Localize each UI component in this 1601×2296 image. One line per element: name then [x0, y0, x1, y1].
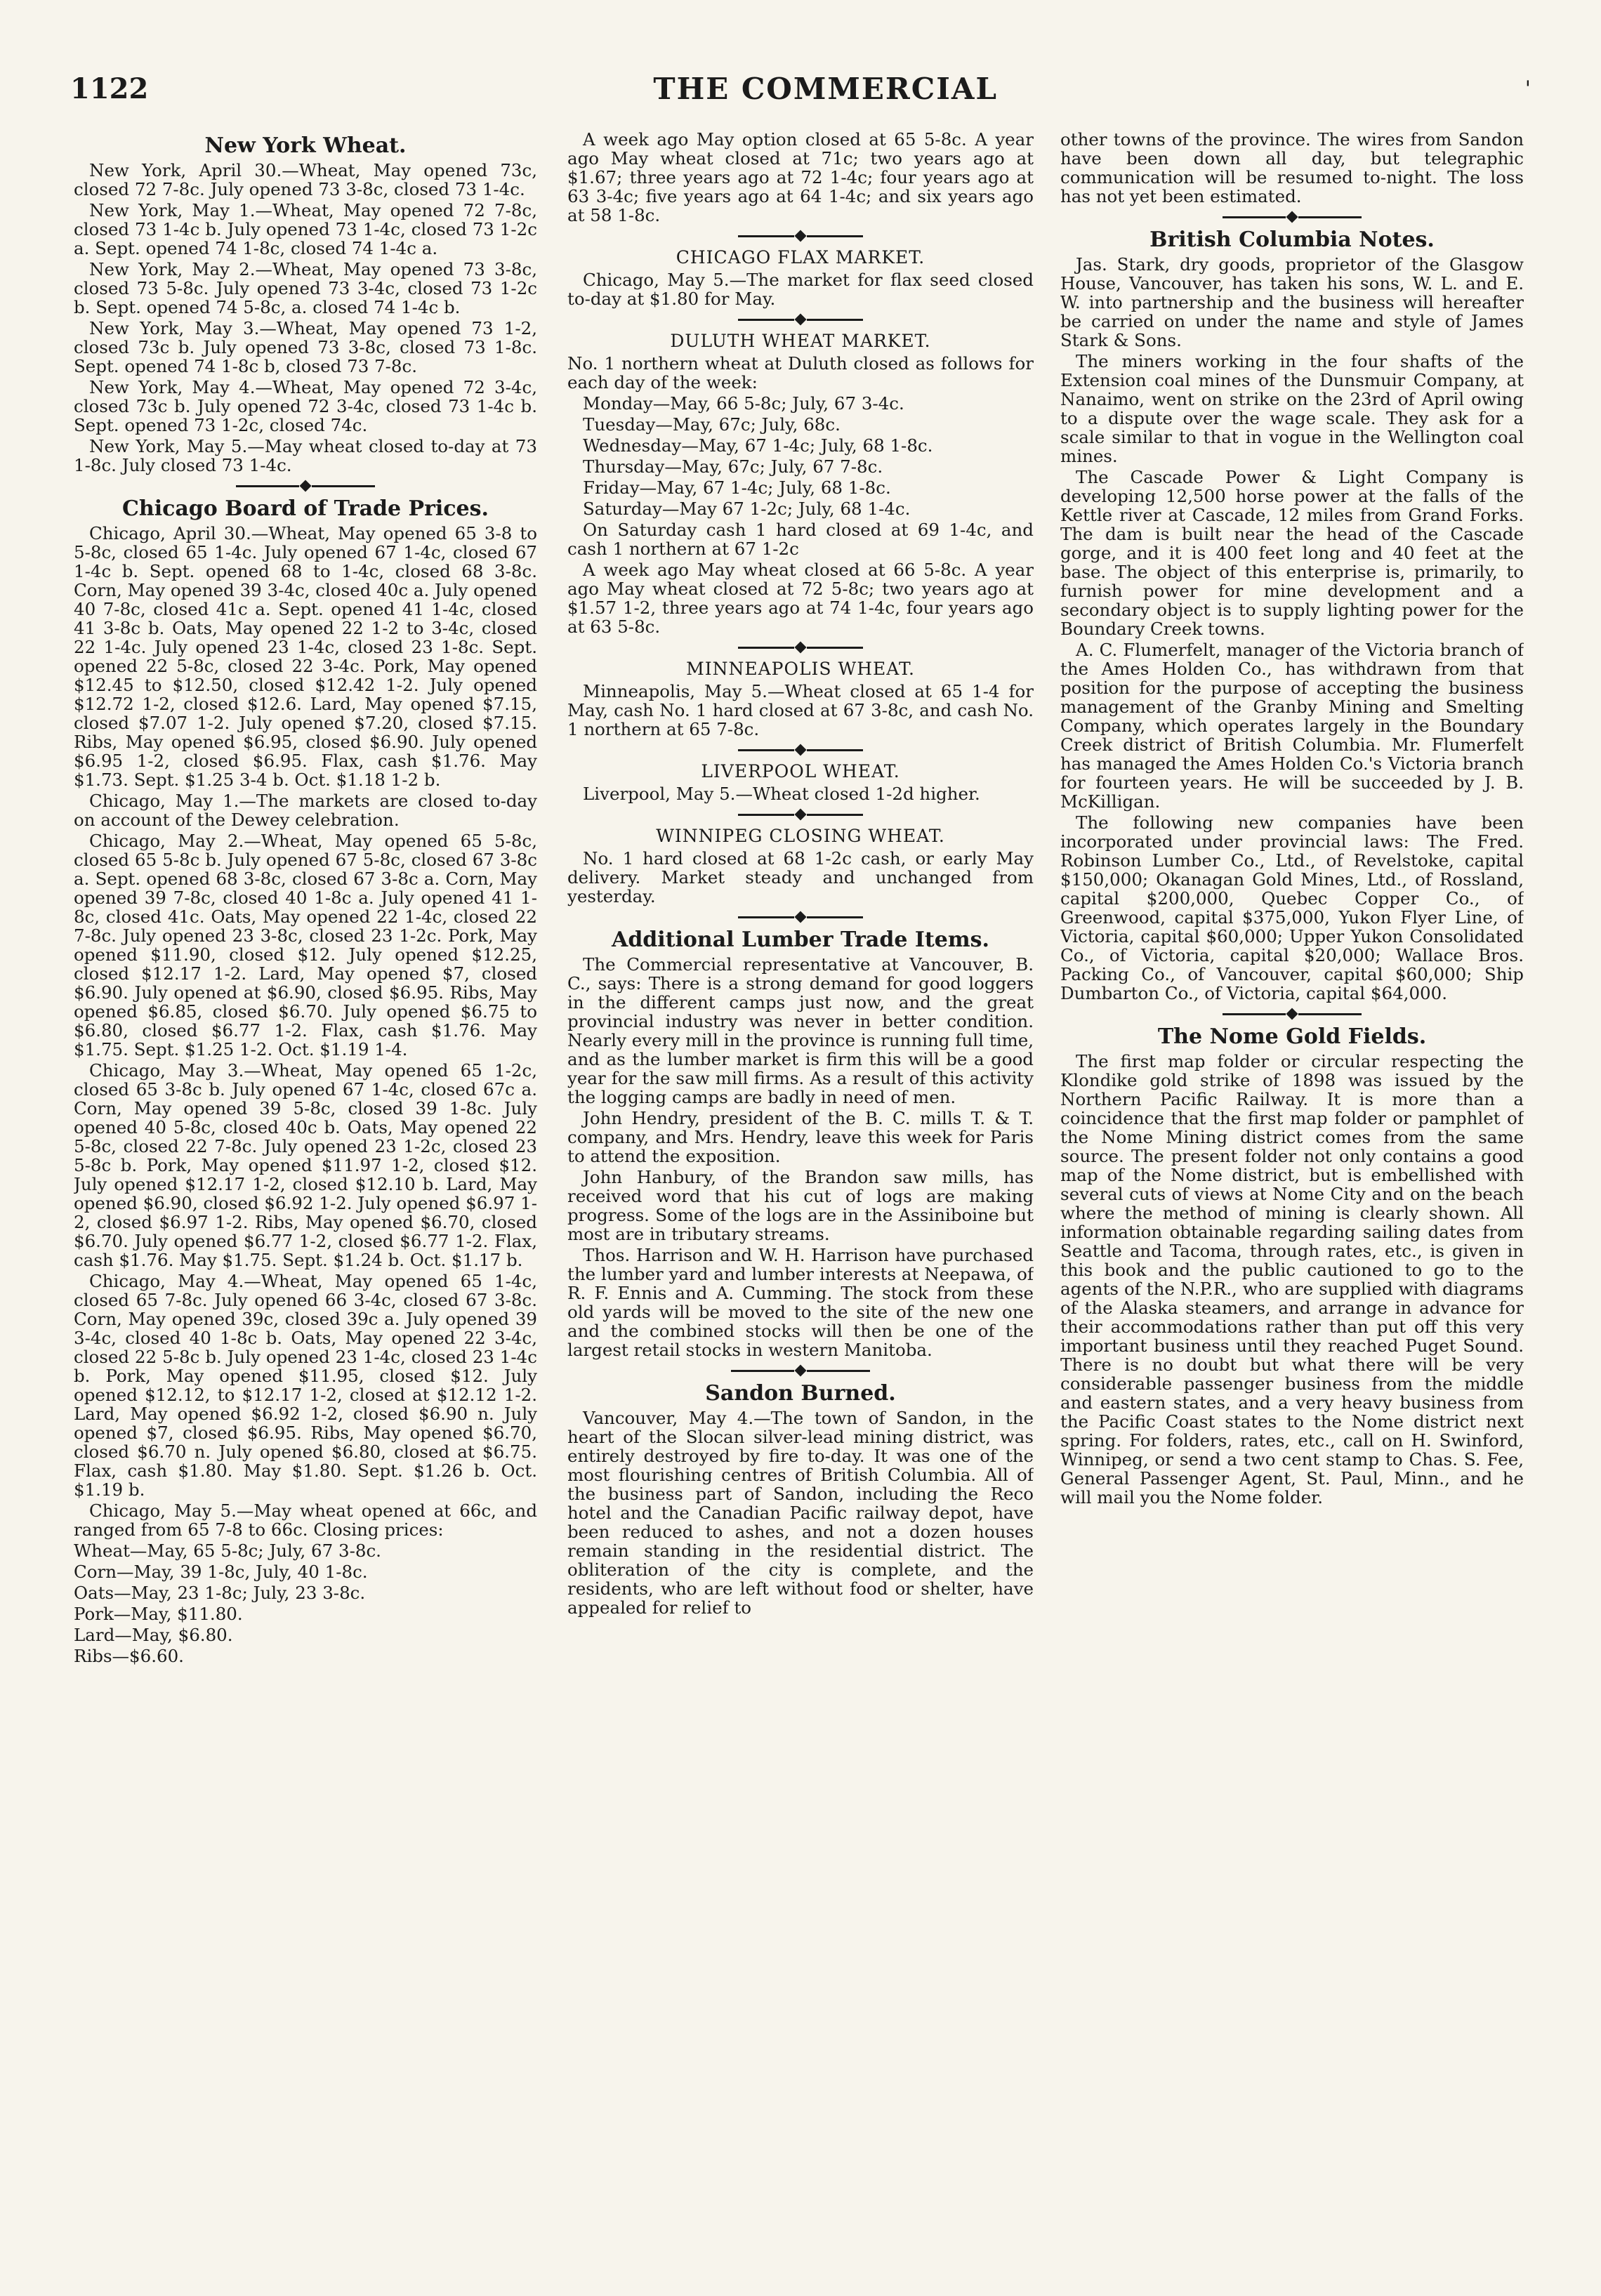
paragraph: A week ago May wheat closed at 66 5-8c. A year ago May wheat closed at 72 5-8c; two years ago at $1.57 1-2, three years ago at 74 1-4c, four years ago at 63 5-8c. — [567, 560, 1034, 637]
paragraph: Chicago, April 30.—Wheat, May opened 65 3-8 to 5-8c, closed 65 1-4c. July opened 67 1-4c, closed 67 1-4c b. Sept. opened 68 to 1-4c, closed 68 3-8c. Corn, May opened 39 3-4c, closed 40c a. July opened 40 7-8c, closed 41c a. Sept. opened 41 1-4c, closed 41 3-8c b. Oats, May opened 22 1-2 to 3-4c, closed 22 1-4c. July opened 23 1-4c, closed 23 1-8c. Sept. opened 22 5-8c, closed 22 3-4c. Pork, May opened $12.45 to $12.50, closed $12.42 1-2. July opened $12.72 1-2, closed $12.6. Lard, May opened $7.15, closed $7.07 1-2. July opened $7.20, closed $7.15. Ribs, May opened $6.95, closed $6.90. July opened $6.95 1-2, closed $6.95. Flax, cash $1.76. May $1.73. Sept. $1.25 3-4 b. Oct. $1.18 1-2 b. — [74, 523, 537, 790]
paragraph: Liverpool, May 5.—Wheat closed 1-2d higher. — [583, 784, 980, 804]
paragraph: Chicago, May 1.—The markets are closed to-day on account of the Dewey celebration. — [74, 791, 537, 830]
closing-price-line: Pork—May, $11.80. — [74, 1604, 243, 1624]
section-divider — [74, 482, 537, 490]
paragraph: Thos. Harrison and W. H. Harrison have purchased the lumber yard and lumber interests at Neepawa, of R. F. Ennis and A. Cumming. The stock from these old yards will be moved to the site of the new one and the combined stocks will then be one of the largest retail stocks in western Manitoba. — [567, 1245, 1034, 1360]
article-title-nome-gold-fields: The Nome Gold Fields. — [1157, 1024, 1427, 1049]
article-title-bc-notes: British Columbia Notes. — [1149, 227, 1435, 252]
article-title-chicago-flax: CHICAGO FLAX MARKET. — [676, 247, 925, 268]
section-divider — [567, 913, 1034, 921]
column-3 — [1060, 130, 1524, 2278]
paragraph: John Hendry, president of the B. C. mills T. & T. company, and Mrs. Hendry, leave this week for Paris to attend the exposition. — [567, 1108, 1034, 1166]
closing-price-line: Wheat—May, 65 5-8c; July, 67 3-8c. — [74, 1540, 381, 1561]
price-line: Monday—May, 66 5-8c; July, 67 3-4c. — [583, 393, 904, 414]
section-divider — [567, 315, 1034, 324]
paragraph: New York, May 5.—May wheat closed to-day at 73 1-8c. July closed 73 1-4c. — [74, 436, 537, 475]
section-divider — [1060, 1010, 1524, 1018]
page-number: 1122 — [70, 72, 149, 105]
paragraph: Minneapolis, May 5.—Wheat closed at 65 1-4 for May, cash No. 1 hard closed at 67 3-8c, and cash No. 1 northern at 65 7-8c. — [567, 681, 1034, 739]
article-title-liverpool-wheat: LIVERPOOL WHEAT. — [701, 761, 900, 781]
column-1 — [74, 130, 537, 2250]
section-divider — [567, 746, 1034, 754]
paragraph: New York, May 3.—Wheat, May opened 73 1-2, closed 73c b. July opened 73 3-8c, closed 73 1-8c. Sept. opened 74 1-8c b, closed 73 7-8c. — [74, 318, 537, 376]
paragraph: On Saturday cash 1 hard closed at 69 1-4c, and cash 1 northern at 67 1-2c — [567, 520, 1034, 559]
paragraph: The Cascade Power & Light Company is developing 12,500 horse power at the falls of the Kettle river at Cascade, 12 miles from Grand Forks. The dam is built near the head of the Cascade gorge, and it is 400 feet long and 40 feet at the base. The object of this enterprise is, primarily, to furnish power for mine development and a secondary object is to supply lighting power for the Boundary Creek towns. — [1060, 467, 1524, 639]
closing-price-line: Corn—May, 39 1-8c, July, 40 1-8c. — [74, 1562, 368, 1582]
paragraph: Vancouver, May 4.—The town of Sandon, in the heart of the Slocan silver-lead mining district, was entirely destroyed by fire to-day. It was one of the most flourishing centres of British Columbia. All of the business part of Sandon, including the Reco hotel and the Canadian Pacific railway depot, have been reduced to ashes, and not a dozen houses remain standing in the residential district. The obliteration of the city is complete, and the residents, who are left without food or shelter, have appealed for relief to — [567, 1408, 1034, 1618]
section-divider — [567, 643, 1034, 652]
paragraph: Jas. Stark, dry goods, proprietor of the Glasgow House, Vancouver, has taken his sons, W. L. and E. W. into partnership and the business will hereafter be carried on under the name and style of James Stark & Sons. — [1060, 254, 1524, 350]
article-title-duluth-wheat: DULUTH WHEAT MARKET. — [670, 331, 931, 351]
section-divider — [567, 232, 1034, 240]
paragraph: A. C. Flumerfelt, manager of the Victoria branch of the Ames Holden Co., has withdrawn from that position for the purpose of accepting the business management of the Granby Mining and Smelting Company, which operates largely in the Boundary Creek district of British Columbia. Mr. Flumerfelt has managed the Ames Holden Co.'s Victoria branch for fourteen years. He will be succeeded by J. B. McKilligan. — [1060, 640, 1524, 812]
paragraph: John Hanbury, of the Brandon saw mills, has received word that his cut of logs are making progress. Some of the logs are in the Assiniboine but most are in tributary streams. — [567, 1167, 1034, 1244]
closing-price-line: Ribs—$6.60. — [74, 1646, 184, 1666]
paragraph: New York, May 2.—Wheat, May opened 73 3-8c, closed 73 5-8c. July opened 73 3-4c, closed 73 1-2c b. Sept. opened 74 5-8c, a. closed 74 1-4c b. — [74, 259, 537, 317]
price-line: Thursday—May, 67c; July, 67 7-8c. — [583, 456, 883, 477]
paragraph: New York, May 4.—Wheat, May opened 72 3-4c, closed 73c b. July opened 72 3-4c, closed 73 1-4c b. Sept. opened 73 1-2c, closed 74c. — [74, 377, 537, 435]
price-line: Friday—May, 67 1-4c; July, 68 1-8c. — [583, 477, 891, 498]
article-title-chicago-prices: Chicago Board of Trade Prices. — [122, 496, 489, 521]
page-header — [70, 67, 1531, 110]
column-2 — [567, 130, 1034, 2264]
paragraph: No. 1 northern wheat at Duluth closed as follows for each day of the week: — [567, 353, 1034, 392]
paragraph: Chicago, May 5.—May wheat opened at 66c, and ranged from 65 7-8 to 66c. Closing prices: — [74, 1500, 537, 1540]
section-divider — [567, 810, 1034, 819]
paragraph: Chicago, May 4.—Wheat, May opened 65 1-4c, closed 65 7-8c. July opened 66 3-4c, closed 67 3-8c. Corn, May opened 39c, closed 39c a. July opened 39 3-4c, closed 40 1-8c b. Oats, May opened 22 3-4c, closed 22 5-8c b. July opened 23 1-4c, closed 23 1-4c b. Pork, May opened $11.95, closed $12. July opened $12.12, to $12.17 1-2, closed at $12.12 1-2. Lard, May opened $6.92 1-2, closed $6.90 n. July opened $7, closed $6.95. Ribs, May opened $6.70, closed $6.70 n. July opened $6.80, closed at $6.75. Flax, cash $1.80. May $1.80. Sept. $1.26 b. Oct. $1.19 b. — [74, 1271, 537, 1500]
paragraph: The miners working in the four shafts of the Extension coal mines of the Dunsmuir Company, at Nanaimo, went on strike on the 23rd of April owing to a dispute over the wage scale. They ask for a scale similar to that in vogue in the Wellington coal mines. — [1060, 351, 1524, 466]
publication-title: THE COMMERCIAL — [653, 71, 998, 106]
article-title-sandon-burned: Sandon Burned. — [705, 1381, 896, 1406]
section-divider — [1060, 213, 1524, 221]
paragraph: New York, May 1.—Wheat, May opened 72 7-8c, closed 73 1-4c b. July opened 73 1-4c, closed 73 1-2c a. Sept. opened 74 1-8c, closed 74 1-4c a. — [74, 200, 537, 258]
paragraph: The Commercial representative at Vancouver, B. C., says: There is a strong demand for good loggers in the different camps just now, and the great provincial industry was never in better condition. Nearly every mill in the province is running full time, and as the lumber market is firm this will be a good year for the saw mill firms. As a result of this activity the logging camps are badly in need of men. — [567, 954, 1034, 1107]
article-title-lumber-trade: Additional Lumber Trade Items. — [612, 928, 989, 952]
article-title-winnipeg-wheat: WINNIPEG CLOSING WHEAT. — [656, 826, 945, 846]
section-divider — [567, 1366, 1034, 1375]
paragraph: The following new companies have been incorporated under provincial laws: The Fred. Robinson Lumber Co., Ltd., of Revelstoke, capital $150,000; Okanagan Gold Mines, Ltd., of Rossland, capital $200,000, Quebec Copper Co., of Greenwood, capital $375,000, Yukon Flyer Line, of Victoria, capital $60,000; Upper Yukon Consolidated Co., of Victoria, capital $20,000; Wallace Bros. Packing Co., of Vancouver, capital $60,000; Ship Dumbarton Co., of Victoria, capital $64,000. — [1060, 812, 1524, 1003]
paragraph: Chicago, May 5.—The market for flax seed closed to-day at $1.80 for May. — [567, 270, 1034, 309]
paragraph: A week ago May option closed at 65 5-8c. A year ago May wheat closed at 71c; two years ago at $1.67; three years ago at 72 1-4c; four years ago at 63 3-4c; five years ago at 64 1-4c; and six years ago at 58 1-8c. — [567, 130, 1034, 225]
paragraph: The first map folder or circular respecting the Klondike gold strike of 1898 was issued by the Northern Pacific Railway. It is more than a coincidence that the first map folder or pamphlet of the Nome Mining district comes from the same source. The present folder not only contains a good map of the Nome district, but is embellished with several cuts of views at Nome City and on the beach where the method of mining is clearly shown. All information obtainable regarding sailing dates from Seattle and Tacoma, through rates, etc., is given in this book and the public cautioned to go to the agents of the N.P.R., who are supplied with diagrams of the Alaska steamers, and arrange in advance for their accommodations rather than put off this very important business until they reached Puget Sound. There is no doubt but what there will be very considerable passenger business from the middle and eastern states, and a very heavy business from the Pacific Coast states to the Nome district next spring. For folders, rates, etc., call on H. Swinford, Winnipeg, or send a two cent stamp to Chas. S. Fee, General Passenger Agent, St. Paul, Minn., and he will mail you the Nome folder. — [1060, 1051, 1524, 1507]
paragraph: other towns of the province. The wires from Sandon have been down all day, but telegraphic communication will be resumed to-night. The loss has not yet been estimated. — [1060, 130, 1524, 206]
closing-price-line: Lard—May, $6.80. — [74, 1625, 233, 1645]
price-line: Wednesday—May, 67 1-4c; July, 68 1-8c. — [583, 435, 933, 456]
price-line: Saturday—May 67 1-2c; July, 68 1-4c. — [583, 499, 911, 519]
price-line: Tuesday—May, 67c; July, 68c. — [583, 414, 841, 435]
paragraph: Chicago, May 2.—Wheat, May opened 65 5-8c, closed 65 5-8c b. July opened 67 5-8c, closed 67 3-8c a. Sept. opened 68 3-8c, closed 67 3-8c a. Corn, May opened 39 7-8c, closed 40 1-8c a. July opened 41 1-8c, closed 41c. Oats, May opened 22 1-4c, closed 22 7-8c. July opened 23 3-8c, closed 23 1-2c. Pork, May opened $11.90, closed $12. July opened $12.25, closed $12.17 1-2. Lard, May opened $7, closed $6.90. July opened at $6.90, closed $6.95. Ribs, May opened $6.85, closed $6.70. July opened $6.75 to $6.80, closed $6.77 1-2. Flax, cash $1.76. May $1.75. Sept. $1.25 1-2. Oct. $1.19 1-4. — [74, 831, 537, 1060]
article-title-new-york-wheat: New York Wheat. — [204, 133, 407, 158]
corner-mark: ' — [1524, 76, 1531, 101]
paragraph: Chicago, May 3.—Wheat, May opened 65 1-2c, closed 65 3-8c b. July opened 67 1-4c, closed 67c a. Corn, May opened 39 5-8c, closed 39 1-8c. July opened 40 5-8c, closed 40c b. Oats, May opened 22 5-8c, closed 22 7-8c. July opened 23 1-2c, closed 23 5-8c b. Pork, May opened $11.97 1-2, closed $12. July opened $12.17 1-2, closed $12.10 b. Lard, May opened $6.90, closed $6.92 1-2. July opened $6.97 1-2, closed $6.97 1-2. Ribs, May opened $6.70, closed $6.70. July opened $6.77 1-2, closed $6.77 1-2. Flax, cash $1.76. May $1.75. Sept. $1.24 b. Oct. $1.17 b. — [74, 1060, 537, 1270]
paragraph: No. 1 hard closed at 68 1-2c cash, or early May delivery. Market steady and unchanged from yesterday. — [567, 848, 1034, 906]
article-title-minneapolis-wheat: MINNEAPOLIS WHEAT. — [686, 659, 915, 679]
closing-price-line: Oats—May, 23 1-8c; July, 23 3-8c. — [74, 1583, 366, 1603]
paragraph: New York, April 30.—Wheat, May opened 73c, closed 72 7-8c. July opened 73 3-8c, closed 73 1-4c. — [74, 160, 537, 199]
